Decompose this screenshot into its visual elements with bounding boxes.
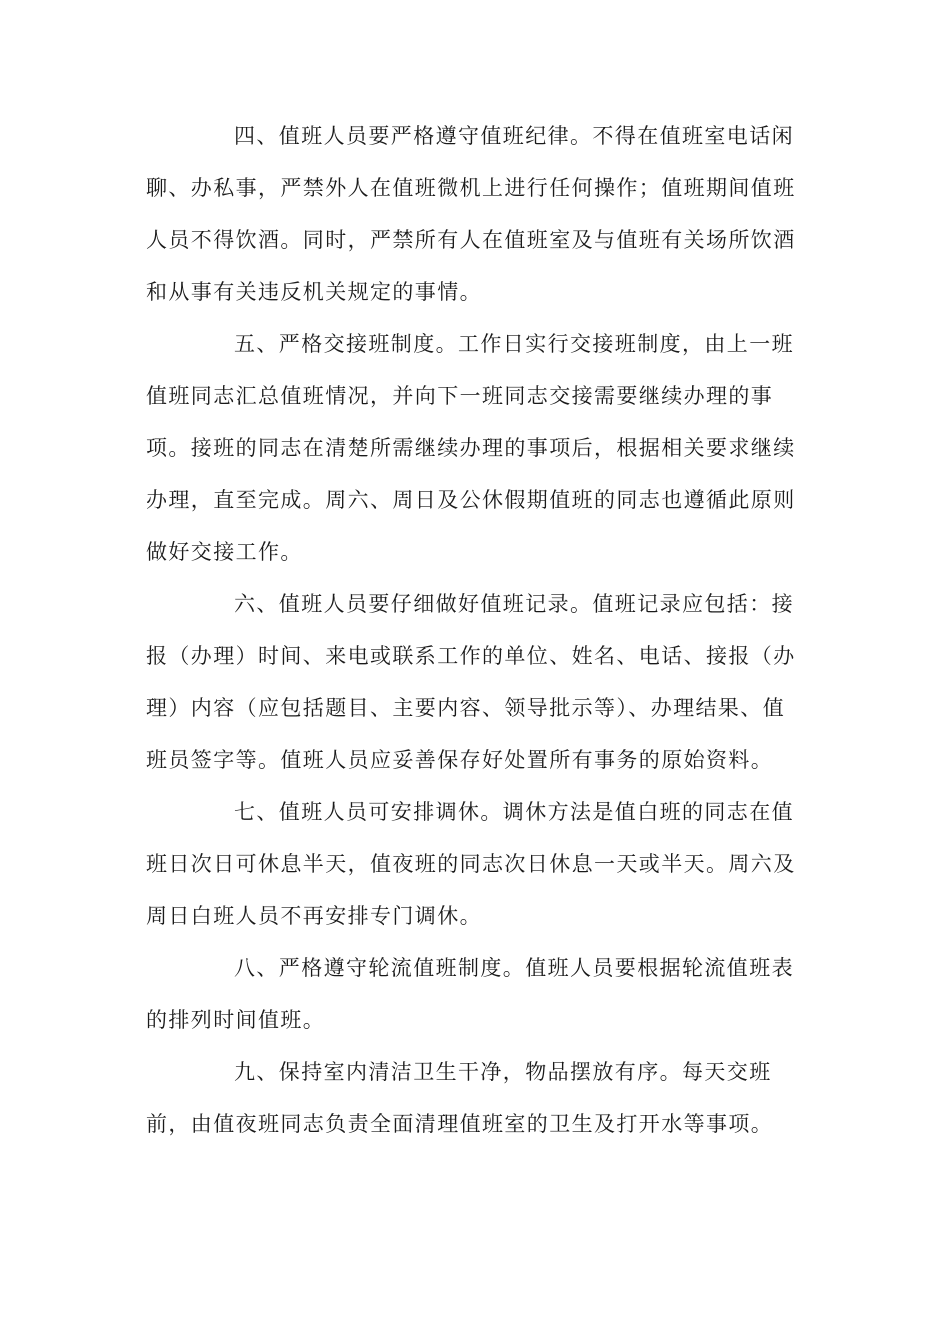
paragraph-line: 五、严格交接班制度。工作日实行交接班制度，由上一班 [234,332,794,356]
paragraph-line: 九、保持室内清洁卫生干净，物品摆放有序。每天交班 [234,1060,772,1084]
paragraph-line: 六、值班人员要仔细做好值班记录。值班记录应包括：接 [234,592,794,616]
paragraph-line: 七、值班人员可安排调休。调休方法是值白班的同志在值 [234,800,794,824]
paragraph-line: 的排列时间值班。 [146,1008,326,1032]
paragraph-8 [146,942,802,1046]
paragraph-line: 报（办理）时间、来电或联系工作的单位、姓名、电话、接报（办 [146,644,796,668]
paragraph-7 [146,786,802,942]
paragraph-line: 班员签字等。值班人员应妥善保存好处置所有事务的原始资料。 [146,748,774,772]
paragraph-line: 办理，直至完成。周六、周日及公休假期值班的同志也遵循此原则 [146,488,796,512]
paragraph-9 [146,1046,802,1150]
paragraph-line: 理）内容（应包括题目、主要内容、领导批示等）、办理结果、值 [146,696,786,720]
paragraph-line: 八、严格遵守轮流值班制度。值班人员要根据轮流值班表 [234,956,794,980]
paragraph-line: 周日白班人员不再安排专门调休。 [146,904,482,928]
document-body [146,110,802,1150]
paragraph-line: 前，由值夜班同志负责全面清理值班室的卫生及打开水等事项。 [146,1112,774,1136]
paragraph-line: 聊、办私事，严禁外人在值班微机上进行任何操作；值班期间值班 [146,176,796,200]
paragraph-line: 做好交接工作。 [146,540,303,564]
paragraph-4 [146,110,802,318]
paragraph-6 [146,578,802,786]
paragraph-line: 四、值班人员要严格遵守值班纪律。不得在值班室电话闲 [234,124,794,148]
paragraph-line: 人员不得饮酒。同时，严禁所有人在值班室及与值班有关场所饮酒 [146,228,796,252]
paragraph-line: 和从事有关违反机关规定的事情。 [146,280,482,304]
paragraph-line: 值班同志汇总值班情况，并向下一班同志交接需要继续办理的事 [146,384,774,408]
paragraph-line: 项。接班的同志在清楚所需继续办理的事项后，根据相关要求继续 [146,436,796,460]
paragraph-line: 班日次日可休息半天，值夜班的同志次日休息一天或半天。周六及 [146,852,796,876]
paragraph-5 [146,318,802,578]
